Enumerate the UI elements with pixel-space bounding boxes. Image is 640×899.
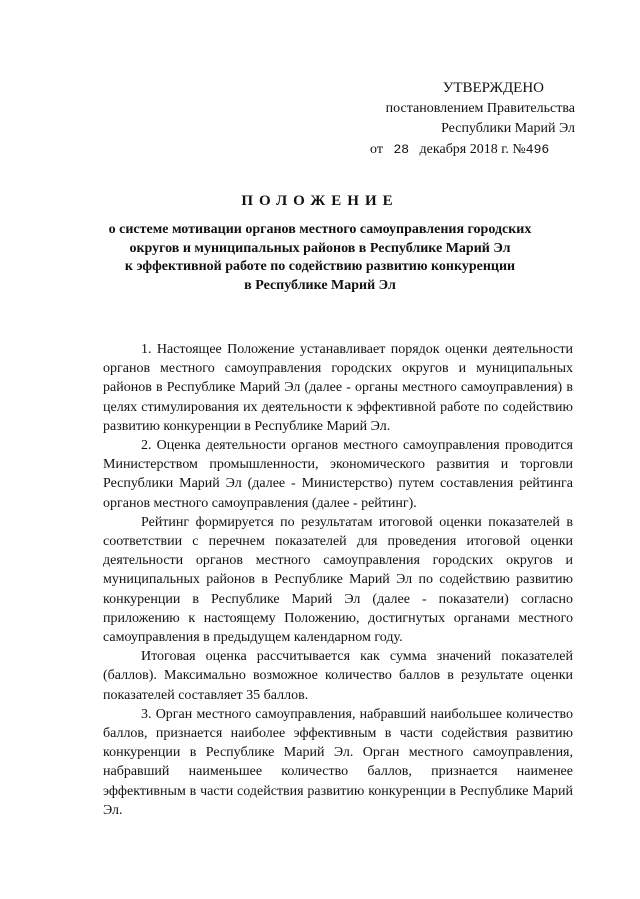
approval-date-line xyxy=(360,140,575,161)
subtitle-line: округов и муниципальных районов в Республике Марий Эл xyxy=(129,240,511,256)
paragraph-5: 3. Орган местного самоуправления, набравший наибольшее количество баллов, признается наиболее эффективным в части содействия развитию конкуренции в Республике Марий Эл. Орган местного самоуправления, набравший наименьшее количество баллов, признается наименее эффективным в части содействия развитию конкуренции в Республике Марий Эл. xyxy=(103,706,573,818)
paragraph-3: Рейтинг формируется по результатам итоговой оценки показателей в соответствии с перечнем показателей для проведения итоговой оценки деятельности органов местного самоуправления городских округов и муниципальных районов в Республике Марий Эл по содействию развитию конкуренции в Республике Марий Эл (далее - показатели) согласно приложению к настоящему Положению, достигнутых органами местного самоуправления в предыдущем календарном году. xyxy=(103,514,573,646)
document-body xyxy=(103,340,573,820)
subtitle-line: о системе мотивации органов местного самоуправления городских xyxy=(108,222,532,237)
decree-number: 496 xyxy=(525,141,550,157)
subtitle-line: в Республике Марий Эл xyxy=(244,277,396,293)
approval-government-line: Республики Марий Эл xyxy=(441,121,575,136)
number-label: № xyxy=(512,141,526,157)
approved-heading: УТВЕРЖДЕНО xyxy=(442,80,544,96)
paragraph-4: Итоговая оценка рассчитывается как сумма значений показателей (баллов). Максимально возможное количество баллов в результате оценки показателей составляет 35 баллов. xyxy=(103,649,573,703)
approval-stamp xyxy=(360,78,575,160)
paragraph-1: 1. Настоящее Положение устанавливает порядок оценки деятельности органов местного самоуправления городских округов и муниципальных районов в Республике Марий Эл (далее - органы местного самоуправления) в целях стимулирования их деятельности к эффективной работе по содействию развитию конкуренции в Республике Марий Эл. xyxy=(103,342,573,434)
from-label: от xyxy=(370,141,383,157)
document-title: ПОЛОЖЕНИЕ xyxy=(241,193,399,209)
decree-month-year: декабря 2018 г. xyxy=(419,141,509,157)
decree-day: 28 xyxy=(393,141,410,157)
approval-decree-line: постановлением Правительства xyxy=(385,100,575,116)
subtitle-line: к эффективной работе по содействию развитию конкуренции xyxy=(124,259,516,274)
paragraph-2: 2. Оценка деятельности органов местного самоуправления проводится Министерством промышленности, экономического развития и торговли Республики Марий Эл (далее - Министерство) путем составления рейтинга органов местного самоуправления (далее - рейтинг). xyxy=(103,438,573,511)
document-subtitle xyxy=(60,221,580,295)
